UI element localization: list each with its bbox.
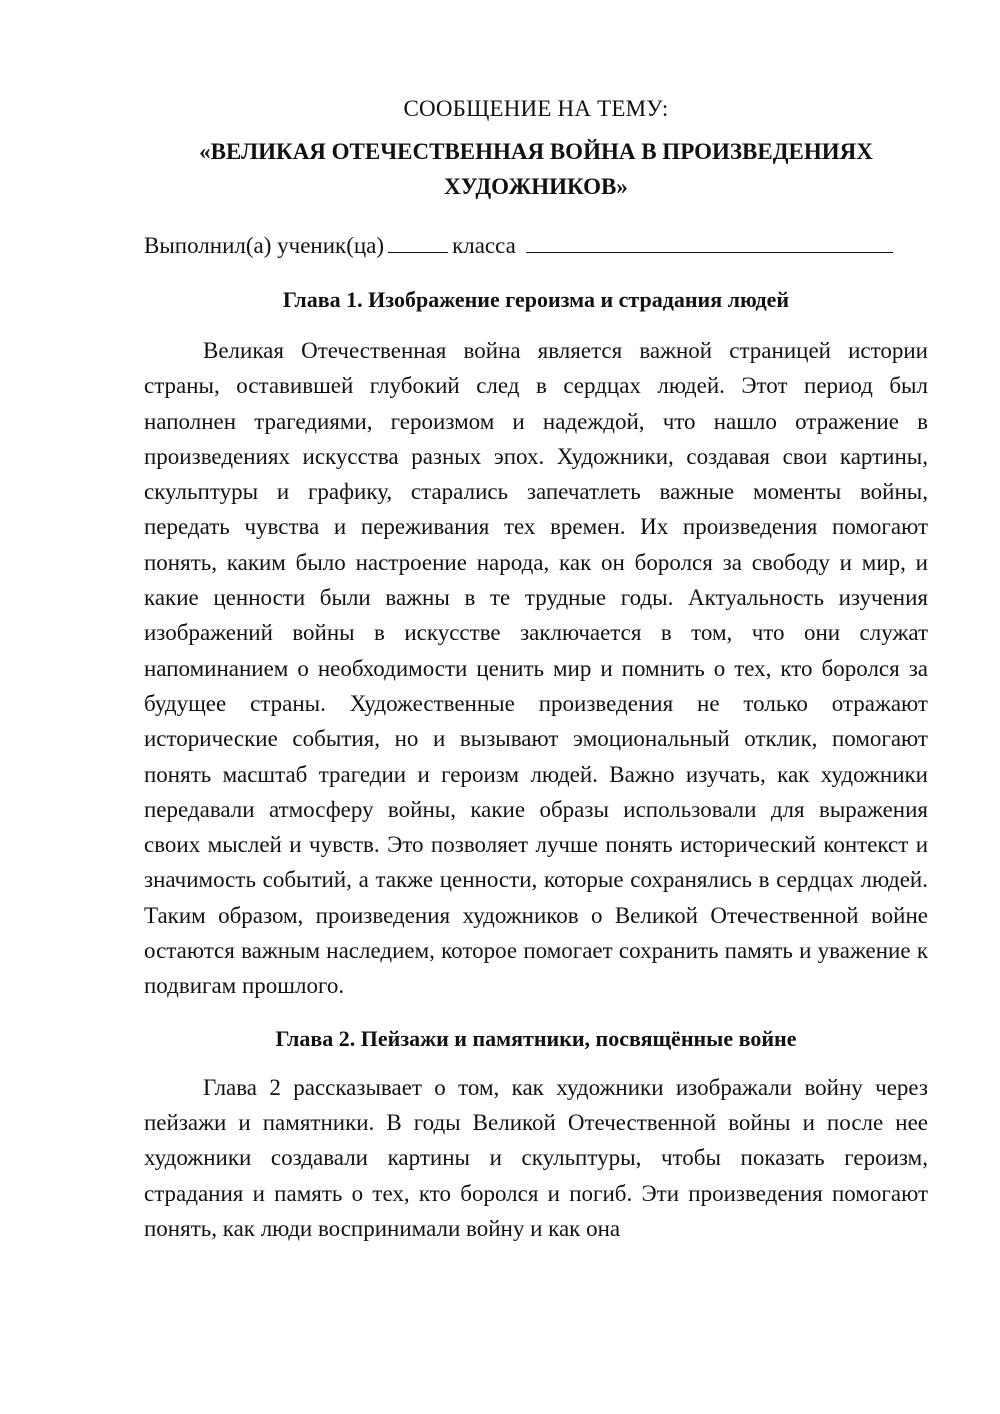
chapter-1-heading: Глава 1. Изображение героизма и страдания людей	[282, 287, 790, 312]
author-label: Выполнил(а) ученик(ца)	[144, 233, 385, 258]
grade-blank-field	[388, 230, 448, 253]
class-label: класса	[452, 233, 516, 258]
chapter-1-paragraph: Великая Отечественная война является важной страницей истории страны, оставившей глубокий след в сердцах людей. Этот период был наполнен трагедиями, героизмом и надеждой, что нашло отражение в произведениях искусства разных эпох. Художники, создавая свои картины, скульптуры и графику, старались запечатлеть важные моменты войны, передать чувства и переживания тех времен. Их произведения помогают понять, каким было настроение народа, как он боролся за свободу и мир, и какие ценности были важны в те трудные годы. Актуальность изучения изображений войны в искусстве заключается в том, что они служат напоминанием о необходимости ценить мир и помнить о тех, кто боролся за будущее страны. Художественные произведения не только отражают исторические события, но и вызывают эмоциональный отклик, помогают понять масштаб трагедии и героизм людей. Важно изучать, как художники передавали атмосферу войны, какие образы использовали для выражения своих мыслей и чувств. Это позволяет лучше понять исторический контекст и значимость событий, а также ценности, которые сохранялись в сердцах людей. Таким образом, произведения художников о Великой Отечественной войне остаются важным наследием, которое помогает сохранить память и уважение к подвигам прошлого.	[144, 338, 928, 999]
document-type: СООБЩЕНИЕ НА ТЕМУ:	[403, 96, 669, 121]
document-title: «ВЕЛИКАЯ ОТЕЧЕСТВЕННАЯ ВОЙНА В ПРОИЗВЕДЕНИЯХ ХУДОЖНИКОВ»	[199, 139, 873, 199]
chapter-2-paragraph: Глава 2 рассказывает о том, как художники изображали войну через пейзажи и памятники. В годы Великой Отечественной войны и после нее художники создавали картины и скульптуры, чтобы показать героизм, страдания и память о тех, кто боролся и погиб. Эти произведения помогают понять, как люди воспринимали войну и как она	[144, 1074, 928, 1241]
student-name-blank-field	[526, 230, 893, 253]
document-page	[144, 92, 928, 1246]
chapter-2-heading: Глава 2. Пейзажи и памятники, посвящённые войне	[275, 1025, 797, 1051]
author-line	[144, 229, 928, 263]
